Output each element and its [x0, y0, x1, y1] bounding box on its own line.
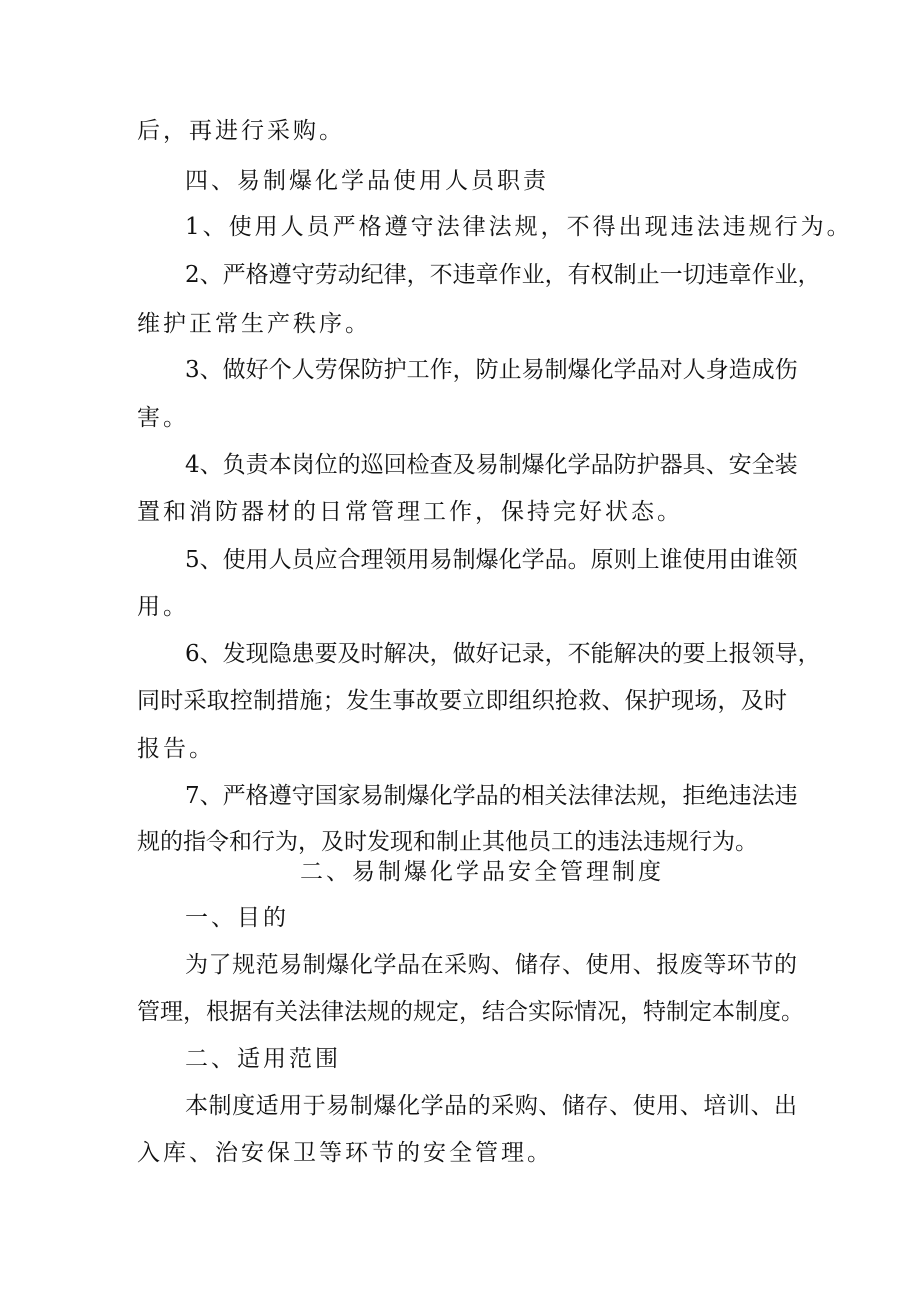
text-line: 本制度适用于易制爆化学品的采购、储存、使用、培训、出	[185, 1093, 797, 1119]
section-heading: 二、适用范围	[185, 1046, 341, 1072]
text-line: 5、使用人员应合理领用易制爆化学品。原则上谁使用由谁领	[185, 547, 798, 573]
section-heading: 四、易制爆化学品使用人员职责	[185, 168, 549, 194]
section-title: 二、易制爆化学品安全管理制度	[300, 859, 664, 885]
text-line: 害。	[137, 405, 189, 431]
text-line: 3、做好个人劳保防护工作，防止易制爆化学品对人身造成伤	[185, 357, 798, 383]
text-line: 入库、治安保卫等环节的安全管理。	[137, 1140, 553, 1166]
text-line: 2、严格遵守劳动纪律，不违章作业，有权制止一切违章作业，	[185, 262, 821, 288]
text-line: 同时采取控制措施；发生事故要立即组织抢救、保护现场，及时	[137, 688, 787, 714]
text-line: 7、严格遵守国家易制爆化学品的相关法律法规，拒绝违法违	[185, 783, 798, 809]
text-line: 1、使用人员严格遵守法律法规，不得出现违法违规行为。	[185, 214, 853, 240]
text-line: 置和消防器材的日常管理工作，保持完好状态。	[137, 499, 683, 525]
text-line: 规的指令和行为，及时发现和制止其他员工的违法违规行为。	[137, 829, 758, 855]
text-line: 维护正常生产秩序。	[137, 311, 371, 337]
section-heading: 一、目的	[185, 905, 289, 931]
text-line: 为了规范易制爆化学品在采购、储存、使用、报废等环节的	[185, 952, 797, 978]
text-line: 报告。	[137, 736, 215, 762]
text-line: 用。	[137, 594, 189, 620]
text-line: 6、发现隐患要及时解决，做好记录，不能解决的要上报领导，	[185, 641, 821, 667]
text-line: 管理，根据有关法律法规的规定，结合实际情况，特制定本制度。	[137, 999, 804, 1025]
text-line: 4、负责本岗位的巡回检查及易制爆化学品防护器具、安全装	[185, 452, 798, 478]
text-line: 后，再进行采购。	[137, 118, 345, 144]
